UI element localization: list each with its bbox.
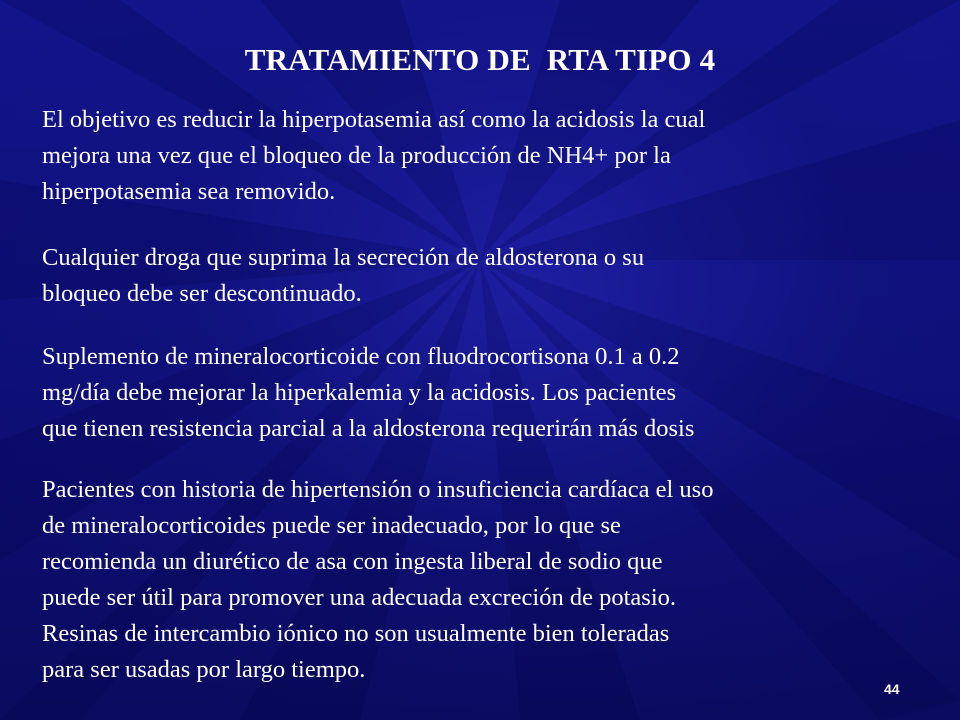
- paragraph-mineralocorticoid: Suplemento de mineralocorticoide con fluodrocortisona 0.1 a 0.2 mg/día debe mejorar la hiperkalemia y la acidosis. Los pacientes que tienen resistencia parcial a la aldosterona requerirán más dosis: [42, 343, 695, 442]
- paragraph-hypertension: Pacientes con historia de hipertensión o insuficiencia cardíaca el uso de mineralocorticoides puede ser inadecuado, por lo que se recomienda un diurético de asa con ingesta liberal de sodio que puede ser útil para promover una adecuada excreción de potasio. Resinas de intercambio iónico no son usualmente bien toleradas para ser usadas por largo tiempo.: [42, 476, 714, 683]
- paragraph-drugs: Cualquier droga que suprima la secreción de aldosterona o su bloqueo debe ser descontinuado.: [42, 244, 645, 307]
- paragraph-objective: El objetivo es reducir la hiperpotasemia así como la acidosis la cual mejora una vez que el bloqueo de la producción de NH4+ por la hiperpotasemia sea removido.: [42, 106, 706, 205]
- page-number: 44: [884, 681, 900, 697]
- slide-title: TRATAMIENTO DE RTA TIPO 4: [244, 42, 716, 77]
